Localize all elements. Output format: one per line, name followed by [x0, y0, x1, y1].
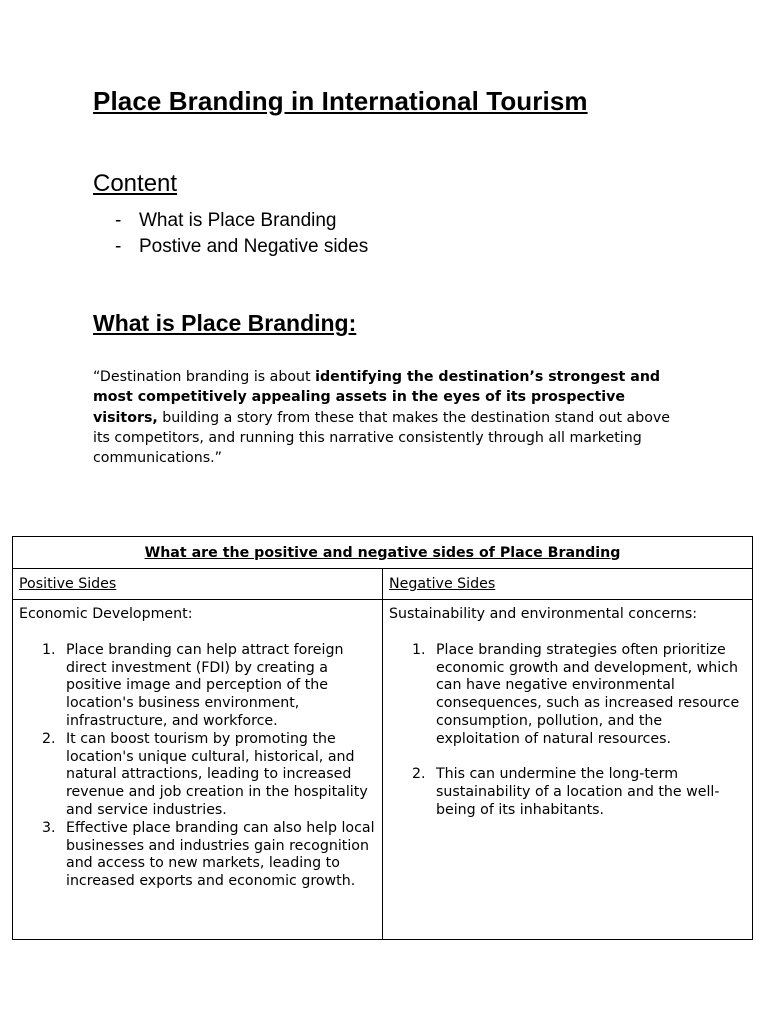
- list-number: 2.: [412, 766, 426, 783]
- negative-sides-cell: [383, 600, 753, 940]
- list-number: 1.: [42, 641, 56, 658]
- negative-points-list: [389, 642, 746, 820]
- table-caption: What are the positive and negative sides of Place Branding: [13, 537, 753, 569]
- negative-sides-header: Negative Sides: [383, 569, 753, 600]
- toc-item: [115, 234, 368, 260]
- list-item: [19, 642, 376, 731]
- positive-sides-cell: [13, 600, 383, 940]
- list-item-text: Effective place branding can also help local businesses and industries gain recognition and access to new markets, leading to increased exports and economic growth.: [66, 819, 375, 890]
- content-heading: Content: [93, 170, 178, 197]
- list-item: [389, 766, 746, 819]
- toc-item-text: What is Place Branding: [139, 210, 337, 231]
- quote-rest: building a story from these that makes the destination stand out above its competitors, and running this narrative consistently through all marketing communications.”: [93, 409, 671, 467]
- positive-points-list: [19, 642, 376, 891]
- list-item: [19, 820, 376, 891]
- list-number: 2.: [42, 730, 56, 747]
- list-item-text: Place branding can help attract foreign direct investment (FDI) by creating a positive image and perception of the location's business environment, infrastructure, and workforce.: [66, 641, 344, 729]
- list-item-text: Place branding strategies often prioritize economic growth and development, which can have negative environmental consequences, such as increased resource consumption, pollution, and the exploitation of natural resources.: [436, 641, 740, 747]
- table-caption-row: [13, 537, 753, 569]
- toc-item: [115, 208, 368, 234]
- toc-dash: -: [115, 210, 122, 231]
- negative-category: Sustainability and environmental concerns:: [389, 606, 698, 622]
- positive-negative-table: [12, 536, 753, 940]
- table-header-row: [13, 569, 753, 600]
- document-title: Place Branding in International Tourism: [93, 86, 588, 116]
- positive-category: Economic Development:: [19, 606, 193, 622]
- list-number: 3.: [42, 819, 56, 836]
- quote-intro: “Destination branding is about: [93, 369, 316, 385]
- section-heading: What is Place Branding:: [93, 310, 357, 336]
- toc-dash: -: [115, 236, 122, 257]
- toc-item-text: Postive and Negative sides: [139, 236, 369, 257]
- table-row: [13, 600, 753, 940]
- list-item-text: It can boost tourism by promoting the location's unique cultural, historical, and natural attractions, leading to increased revenue and job creation in the hospitality and service industries.: [66, 730, 368, 818]
- list-item-text: This can undermine the long-term sustainability of a location and the well-being of its inhabitants.: [436, 766, 720, 818]
- list-item: [389, 642, 746, 749]
- definition-quote: [93, 367, 678, 468]
- list-number: 1.: [412, 641, 426, 658]
- positive-sides-header: Positive Sides: [13, 569, 383, 600]
- quote-emphasis: identifying the destination’s strongest and most competitively appealing assets in the eyes of its prospective visitors,: [93, 369, 661, 426]
- table-of-contents: [115, 208, 368, 260]
- list-item: [19, 731, 376, 820]
